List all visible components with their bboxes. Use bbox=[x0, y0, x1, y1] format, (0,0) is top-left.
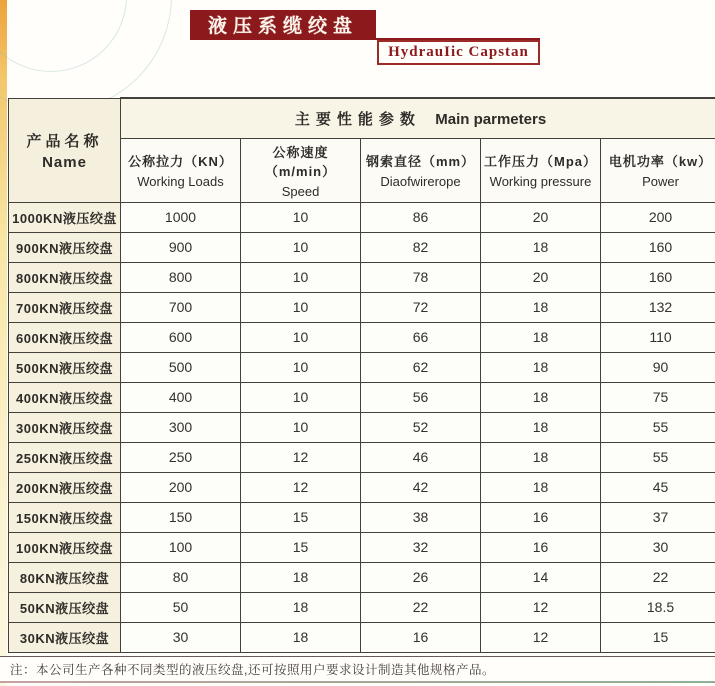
product-name-cell: 700KN液压绞盘 bbox=[9, 292, 121, 322]
value-cell: 16 bbox=[481, 532, 601, 562]
column-header-cn: 工作压力（Mpa） bbox=[483, 154, 597, 169]
value-cell: 12 bbox=[241, 472, 361, 502]
table-row bbox=[9, 382, 715, 412]
product-name-cell: 300KN液压绞盘 bbox=[9, 412, 121, 442]
value-cell: 15 bbox=[601, 622, 715, 652]
product-name-cell: 500KN液压绞盘 bbox=[9, 352, 121, 382]
table-row bbox=[9, 292, 715, 322]
value-cell: 12 bbox=[481, 622, 601, 652]
value-cell: 14 bbox=[481, 562, 601, 592]
value-cell: 15 bbox=[241, 502, 361, 532]
value-cell: 90 bbox=[601, 352, 715, 382]
value-cell: 38 bbox=[361, 502, 481, 532]
column-header-cn: 钢索直径（mm） bbox=[365, 154, 476, 169]
value-cell: 12 bbox=[241, 442, 361, 472]
column-header-wire-rope-dia bbox=[361, 138, 481, 202]
value-cell: 20 bbox=[481, 262, 601, 292]
column-header-cn: 电机功率（kw） bbox=[608, 154, 713, 169]
page-bottom-rule bbox=[0, 681, 715, 683]
group-header-cn: 主要性能参数 bbox=[294, 110, 421, 128]
table-row bbox=[9, 622, 715, 652]
table-row bbox=[9, 442, 715, 472]
value-cell: 75 bbox=[601, 382, 715, 412]
value-cell: 10 bbox=[241, 232, 361, 262]
value-cell: 18 bbox=[481, 472, 601, 502]
value-cell: 100 bbox=[121, 532, 241, 562]
value-cell: 10 bbox=[241, 322, 361, 352]
page-title-banner: 液压系缆绞盘 bbox=[190, 10, 376, 38]
product-name-cell: 200KN液压绞盘 bbox=[9, 472, 121, 502]
table-body bbox=[9, 202, 715, 652]
value-cell: 18 bbox=[481, 412, 601, 442]
value-cell: 22 bbox=[601, 562, 715, 592]
table-header-group-row bbox=[9, 98, 715, 138]
value-cell: 18 bbox=[481, 382, 601, 412]
column-header-en: Power bbox=[642, 174, 679, 189]
value-cell: 16 bbox=[361, 622, 481, 652]
table-row bbox=[9, 592, 715, 622]
value-cell: 45 bbox=[601, 472, 715, 502]
value-cell: 82 bbox=[361, 232, 481, 262]
value-cell: 42 bbox=[361, 472, 481, 502]
value-cell: 10 bbox=[241, 292, 361, 322]
value-cell: 400 bbox=[121, 382, 241, 412]
table-row bbox=[9, 472, 715, 502]
value-cell: 10 bbox=[241, 262, 361, 292]
column-header-speed bbox=[241, 138, 361, 202]
value-cell: 160 bbox=[601, 262, 715, 292]
value-cell: 56 bbox=[361, 382, 481, 412]
column-header-en: Working pressure bbox=[489, 174, 592, 189]
value-cell: 300 bbox=[121, 412, 241, 442]
value-cell: 55 bbox=[601, 412, 715, 442]
table-row bbox=[9, 412, 715, 442]
value-cell: 86 bbox=[361, 202, 481, 232]
value-cell: 18 bbox=[241, 592, 361, 622]
value-cell: 46 bbox=[361, 442, 481, 472]
column-header-en: Diaofwirerope bbox=[380, 174, 461, 189]
value-cell: 10 bbox=[241, 202, 361, 232]
value-cell: 62 bbox=[361, 352, 481, 382]
footer-note: 注：本公司生产各种不同类型的液压绞盘,还可按照用户要求设计制造其他规格产品。 bbox=[0, 656, 715, 681]
value-cell: 22 bbox=[361, 592, 481, 622]
column-header-working-pressure bbox=[481, 138, 601, 202]
value-cell: 18 bbox=[481, 292, 601, 322]
column-header-motor-power bbox=[601, 138, 715, 202]
value-cell: 15 bbox=[241, 532, 361, 562]
column-header-cn: 公称速度（m/min） bbox=[264, 144, 337, 179]
column-header-working-loads bbox=[121, 138, 241, 202]
product-name-cell: 150KN液压绞盘 bbox=[9, 502, 121, 532]
table-row bbox=[9, 532, 715, 562]
value-cell: 30 bbox=[601, 532, 715, 562]
value-cell: 200 bbox=[121, 472, 241, 502]
value-cell: 16 bbox=[481, 502, 601, 532]
value-cell: 55 bbox=[601, 442, 715, 472]
value-cell: 500 bbox=[121, 352, 241, 382]
column-header-en: Speed bbox=[281, 183, 320, 199]
value-cell: 30 bbox=[121, 622, 241, 652]
column-header-product-name-en: Name bbox=[42, 153, 87, 171]
value-cell: 66 bbox=[361, 322, 481, 352]
table-row bbox=[9, 562, 715, 592]
value-cell: 52 bbox=[361, 412, 481, 442]
value-cell: 37 bbox=[601, 502, 715, 532]
value-cell: 20 bbox=[481, 202, 601, 232]
product-name-cell: 400KN液压绞盘 bbox=[9, 382, 121, 412]
value-cell: 18 bbox=[481, 322, 601, 352]
value-cell: 18 bbox=[481, 232, 601, 262]
column-header-en: Working Loads bbox=[137, 174, 224, 189]
product-name-cell: 900KN液压绞盘 bbox=[9, 232, 121, 262]
page-edge-accent-strip bbox=[0, 0, 7, 686]
product-name-cell: 50KN液压绞盘 bbox=[9, 592, 121, 622]
value-cell: 1000 bbox=[121, 202, 241, 232]
column-header-product-name bbox=[9, 98, 121, 202]
product-name-cell: 1000KN液压绞盘 bbox=[9, 202, 121, 232]
value-cell: 32 bbox=[361, 532, 481, 562]
value-cell: 78 bbox=[361, 262, 481, 292]
table-row bbox=[9, 232, 715, 262]
value-cell: 700 bbox=[121, 292, 241, 322]
column-header-product-name-cn: 产品名称 bbox=[26, 132, 103, 150]
value-cell: 18 bbox=[481, 352, 601, 382]
value-cell: 50 bbox=[121, 592, 241, 622]
value-cell: 150 bbox=[121, 502, 241, 532]
value-cell: 72 bbox=[361, 292, 481, 322]
value-cell: 10 bbox=[241, 382, 361, 412]
value-cell: 250 bbox=[121, 442, 241, 472]
product-name-cell: 250KN液压绞盘 bbox=[9, 442, 121, 472]
column-header-cn: 公称拉力（KN） bbox=[128, 154, 233, 169]
value-cell: 800 bbox=[121, 262, 241, 292]
product-name-cell: 80KN液压绞盘 bbox=[9, 562, 121, 592]
product-name-cell: 100KN液压绞盘 bbox=[9, 532, 121, 562]
value-cell: 18.5 bbox=[601, 592, 715, 622]
table-row bbox=[9, 262, 715, 292]
value-cell: 132 bbox=[601, 292, 715, 322]
value-cell: 160 bbox=[601, 232, 715, 262]
value-cell: 600 bbox=[121, 322, 241, 352]
product-name-cell: 30KN液压绞盘 bbox=[9, 622, 121, 652]
value-cell: 26 bbox=[361, 562, 481, 592]
spec-table bbox=[8, 97, 715, 653]
value-cell: 12 bbox=[481, 592, 601, 622]
value-cell: 18 bbox=[241, 622, 361, 652]
value-cell: 10 bbox=[241, 352, 361, 382]
value-cell: 80 bbox=[121, 562, 241, 592]
value-cell: 900 bbox=[121, 232, 241, 262]
value-cell: 200 bbox=[601, 202, 715, 232]
page-title-english: HydrauIic Capstan bbox=[377, 40, 540, 65]
group-header-en: Main parmeters bbox=[435, 110, 547, 128]
product-name-cell: 800KN液压绞盘 bbox=[9, 262, 121, 292]
value-cell: 18 bbox=[481, 442, 601, 472]
table-row bbox=[9, 352, 715, 382]
value-cell: 18 bbox=[241, 562, 361, 592]
value-cell: 110 bbox=[601, 322, 715, 352]
product-name-cell: 600KN液压绞盘 bbox=[9, 322, 121, 352]
table-row bbox=[9, 322, 715, 352]
value-cell: 10 bbox=[241, 412, 361, 442]
table-row bbox=[9, 502, 715, 532]
group-header-main-parameters bbox=[121, 98, 715, 138]
table-row bbox=[9, 202, 715, 232]
